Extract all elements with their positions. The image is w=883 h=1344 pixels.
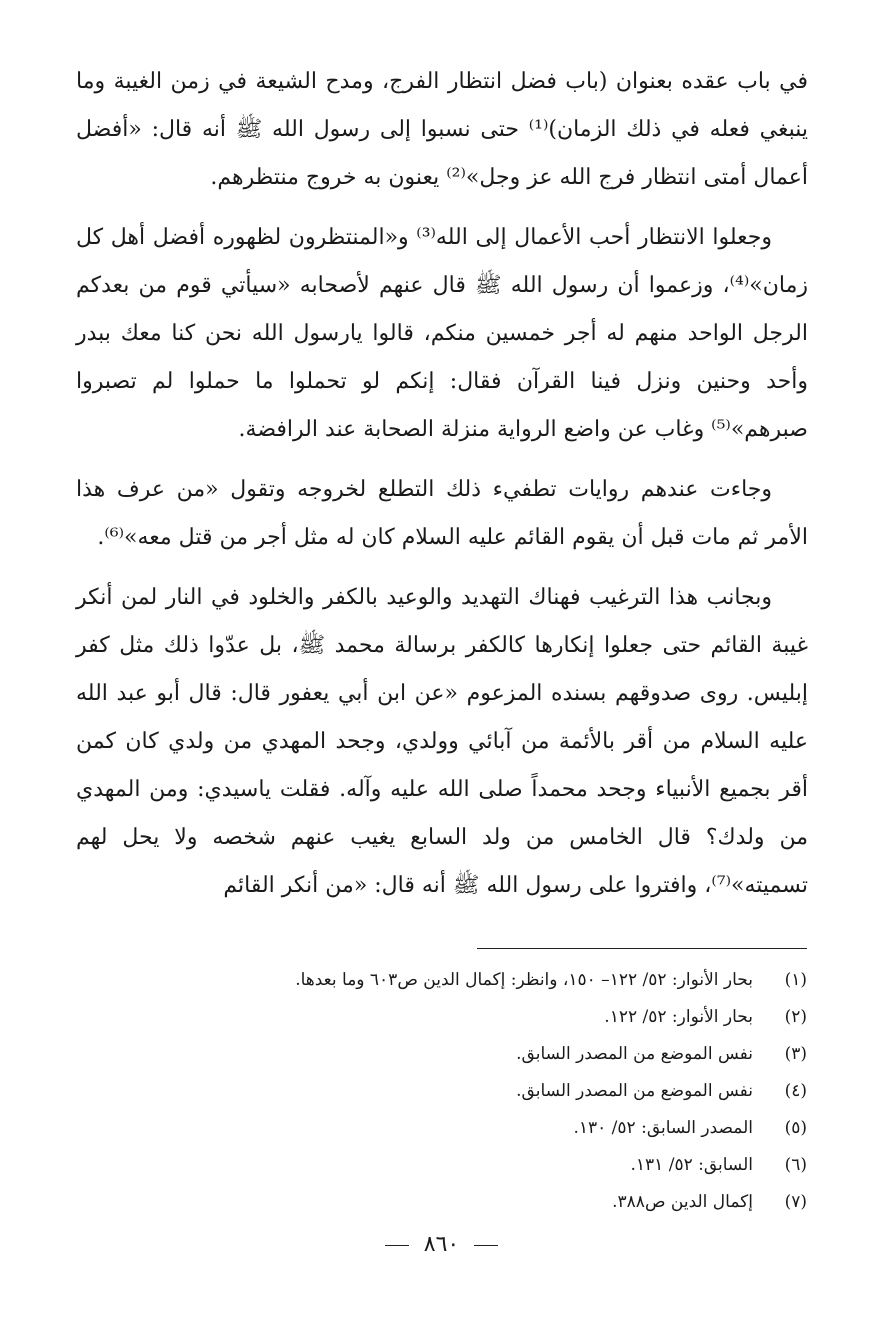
footnote-text: إكمال الدين ص٣٨٨. <box>612 1192 753 1212</box>
main-text <box>76 58 808 922</box>
footnote-number: (٣) <box>784 1044 807 1064</box>
paragraph-2: وجعلوا الانتظار أحب الأعمال إلى الله⁽³⁾ و«المنتظرون لظهوره أفضل أهل كل زمان»⁽⁴⁾، وزعموا أن رسول الله ﷺ قال عنهم لأصحابه «سيأتي قوم من بعدكم الرجل الواحد منهم له أجر خمسين منكم، قالوا يارسول الله نحن كنا معك ببدر وأحد وحنين ونزل فينا القرآن فقال: إنكم لو تحملوا ما حملوا لم تصبروا صبرهم»⁽⁵⁾ وغاب عن واضع الرواية منزلة الصحابة عند الرافضة. <box>76 225 808 442</box>
page-number-value: ٨٦٠ <box>423 1232 460 1257</box>
paragraph-4: وبجانب هذا الترغيب فهناك التهديد والوعيد بالكفر والخلود في النار لمن أنكر غيبة القائم حتى جعلوا إنكارها كالكفر برسالة محمد ﷺ، بل عدّوا ذلك مثل كفر إبليس. روى صدوقهم بسنده المزعوم «عن ابن أبي يعفور قال: قال أبو عبد الله عليه السلام من أقر بالأئمة من آبائي وولدي، وجحد المهدي من ولدي كان كمن أقر بجميع الأنبياء وجحد محمداً صلى الله عليه وآله. فقلت ياسيدي: ومن المهدي من ولدك؟ قال الخامس من ولد السابع يغيب عنهم شخصه ولا يحل لهم تسميته»⁽⁷⁾، وافتروا على رسول الله ﷺ أنه قال: «من أنكر القائم <box>76 585 808 898</box>
footnote-item <box>75 1110 807 1147</box>
footnote-number: (٦) <box>784 1155 807 1175</box>
footnotes-list <box>75 962 807 1221</box>
footnote-text: بحار الأنوار: ٥٢/ ١٢٢– ١٥٠، وانظر: إكمال الدين ص٦٠٣ وما بعدها. <box>295 970 753 990</box>
footnote-text: بحار الأنوار: ٥٢/ ١٢٢. <box>604 1007 753 1027</box>
footnote-separator <box>477 948 807 949</box>
footnote-number: (٥) <box>784 1118 807 1138</box>
footnote-text: نفس الموضع من المصدر السابق. <box>516 1081 753 1101</box>
footnote-text: السابق: ٥٢/ ١٣١. <box>630 1155 753 1175</box>
page-number-dash-right <box>474 1245 498 1246</box>
page-number <box>0 1232 883 1257</box>
page-number-dash-left <box>385 1245 409 1246</box>
footnote-item <box>75 1184 807 1221</box>
footnote-item <box>75 962 807 999</box>
footnote-item <box>75 1073 807 1110</box>
footnote-number: (١) <box>784 970 807 990</box>
footnote-number: (٧) <box>784 1192 807 1212</box>
footnote-text: المصدر السابق: ٥٢/ ١٣٠. <box>573 1118 753 1138</box>
footnote-number: (٢) <box>784 1007 807 1027</box>
footnote-item <box>75 1036 807 1073</box>
footnote-item <box>75 1147 807 1184</box>
footnote-text: نفس الموضع من المصدر السابق. <box>516 1044 753 1064</box>
footnote-item <box>75 999 807 1036</box>
footnote-number: (٤) <box>784 1081 807 1101</box>
paragraph-3: وجاءت عندهم روايات تطفيء ذلك التطلع لخروجه وتقول «من عرف هذا الأمر ثم مات قبل أن يقوم القائم عليه السلام كان له مثل أجر من قتل معه»⁽⁶⁾. <box>76 477 808 550</box>
paragraph-1: في باب عقده بعنوان (باب فضل انتظار الفرج، ومدح الشيعة في زمن الغيبة وما ينبغي فعله في ذلك الزمان)⁽¹⁾ حتى نسبوا إلى رسول الله ﷺ أنه قال: «أفضل أعمال أمتى انتظار فرج الله عز وجل»⁽²⁾ يعنون به خروج منتظرهم. <box>76 69 808 190</box>
